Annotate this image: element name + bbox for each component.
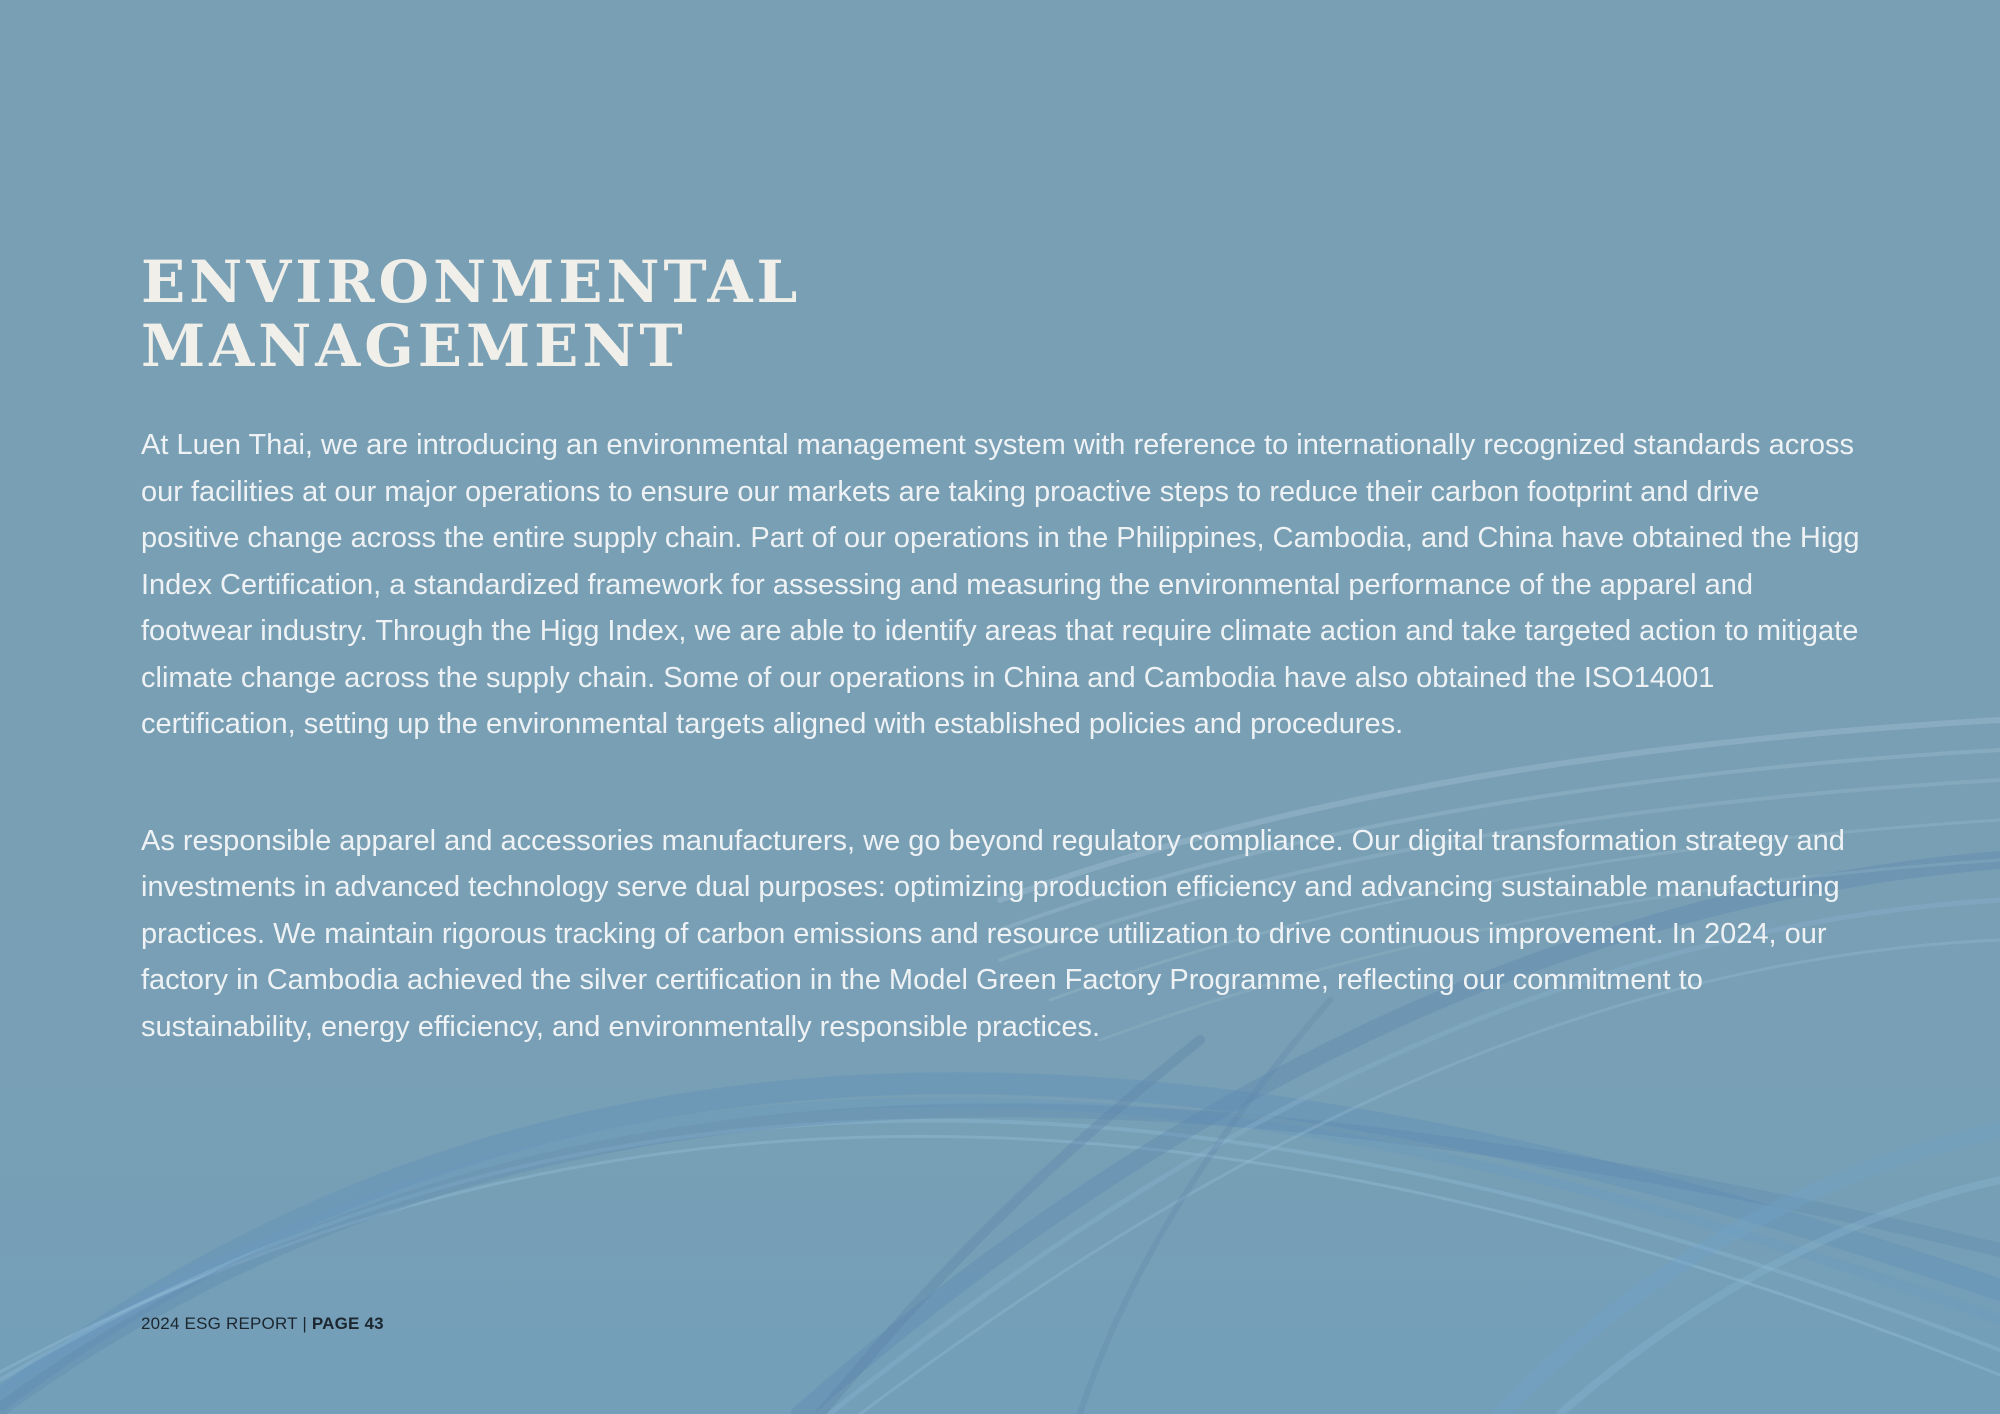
body-paragraph-1: At Luen Thai, we are introducing an environmental management system with reference to internationally recognized standards across our facilities at our major operations to ensure our markets are taking proactive steps to reduce their carbon footprint and drive positive change across the entire supply chain. Part of our operations in the Philippines, Cambodia, and China have obtained the Higg Index Certification, a standardized framework for assessing and measuring the environmental performance of the apparel and footwear industry. Through the Higg Index, we are able to identify areas that require climate action and take targeted action to mitigate climate change across the supply chain. Some of our operations in China and Cambodia have also obtained the ISO14001 certification, setting up the environmental targets aligned with established policies and procedures. [141, 429, 1860, 740]
page-title-line-2: MANAGEMENT [141, 312, 687, 380]
page-footer [141, 1314, 384, 1334]
page-title-line-1: ENVIRONMENTAL [141, 248, 802, 316]
page-title [141, 250, 1861, 378]
body-paragraph-2: As responsible apparel and accessories manufacturers, we go beyond regulatory compliance. Our digital transformation strategy and investments in advanced technology serve dual purposes: optimizing production efficiency and advancing sustainable manufacturing practices. We maintain rigorous tracking of carbon emissions and resource utilization to drive continuous improvement. In 2024, our factory in Cambodia achieved the silver certification in the Model Green Factory Programme, reflecting our commitment to sustainability, energy efficiency, and environmentally responsible practices. [141, 824, 1845, 1043]
main-content [141, 250, 1861, 1050]
footer-page-number: PAGE 43 [311, 1314, 384, 1333]
footer-report-label: 2024 ESG REPORT | [141, 1314, 312, 1333]
